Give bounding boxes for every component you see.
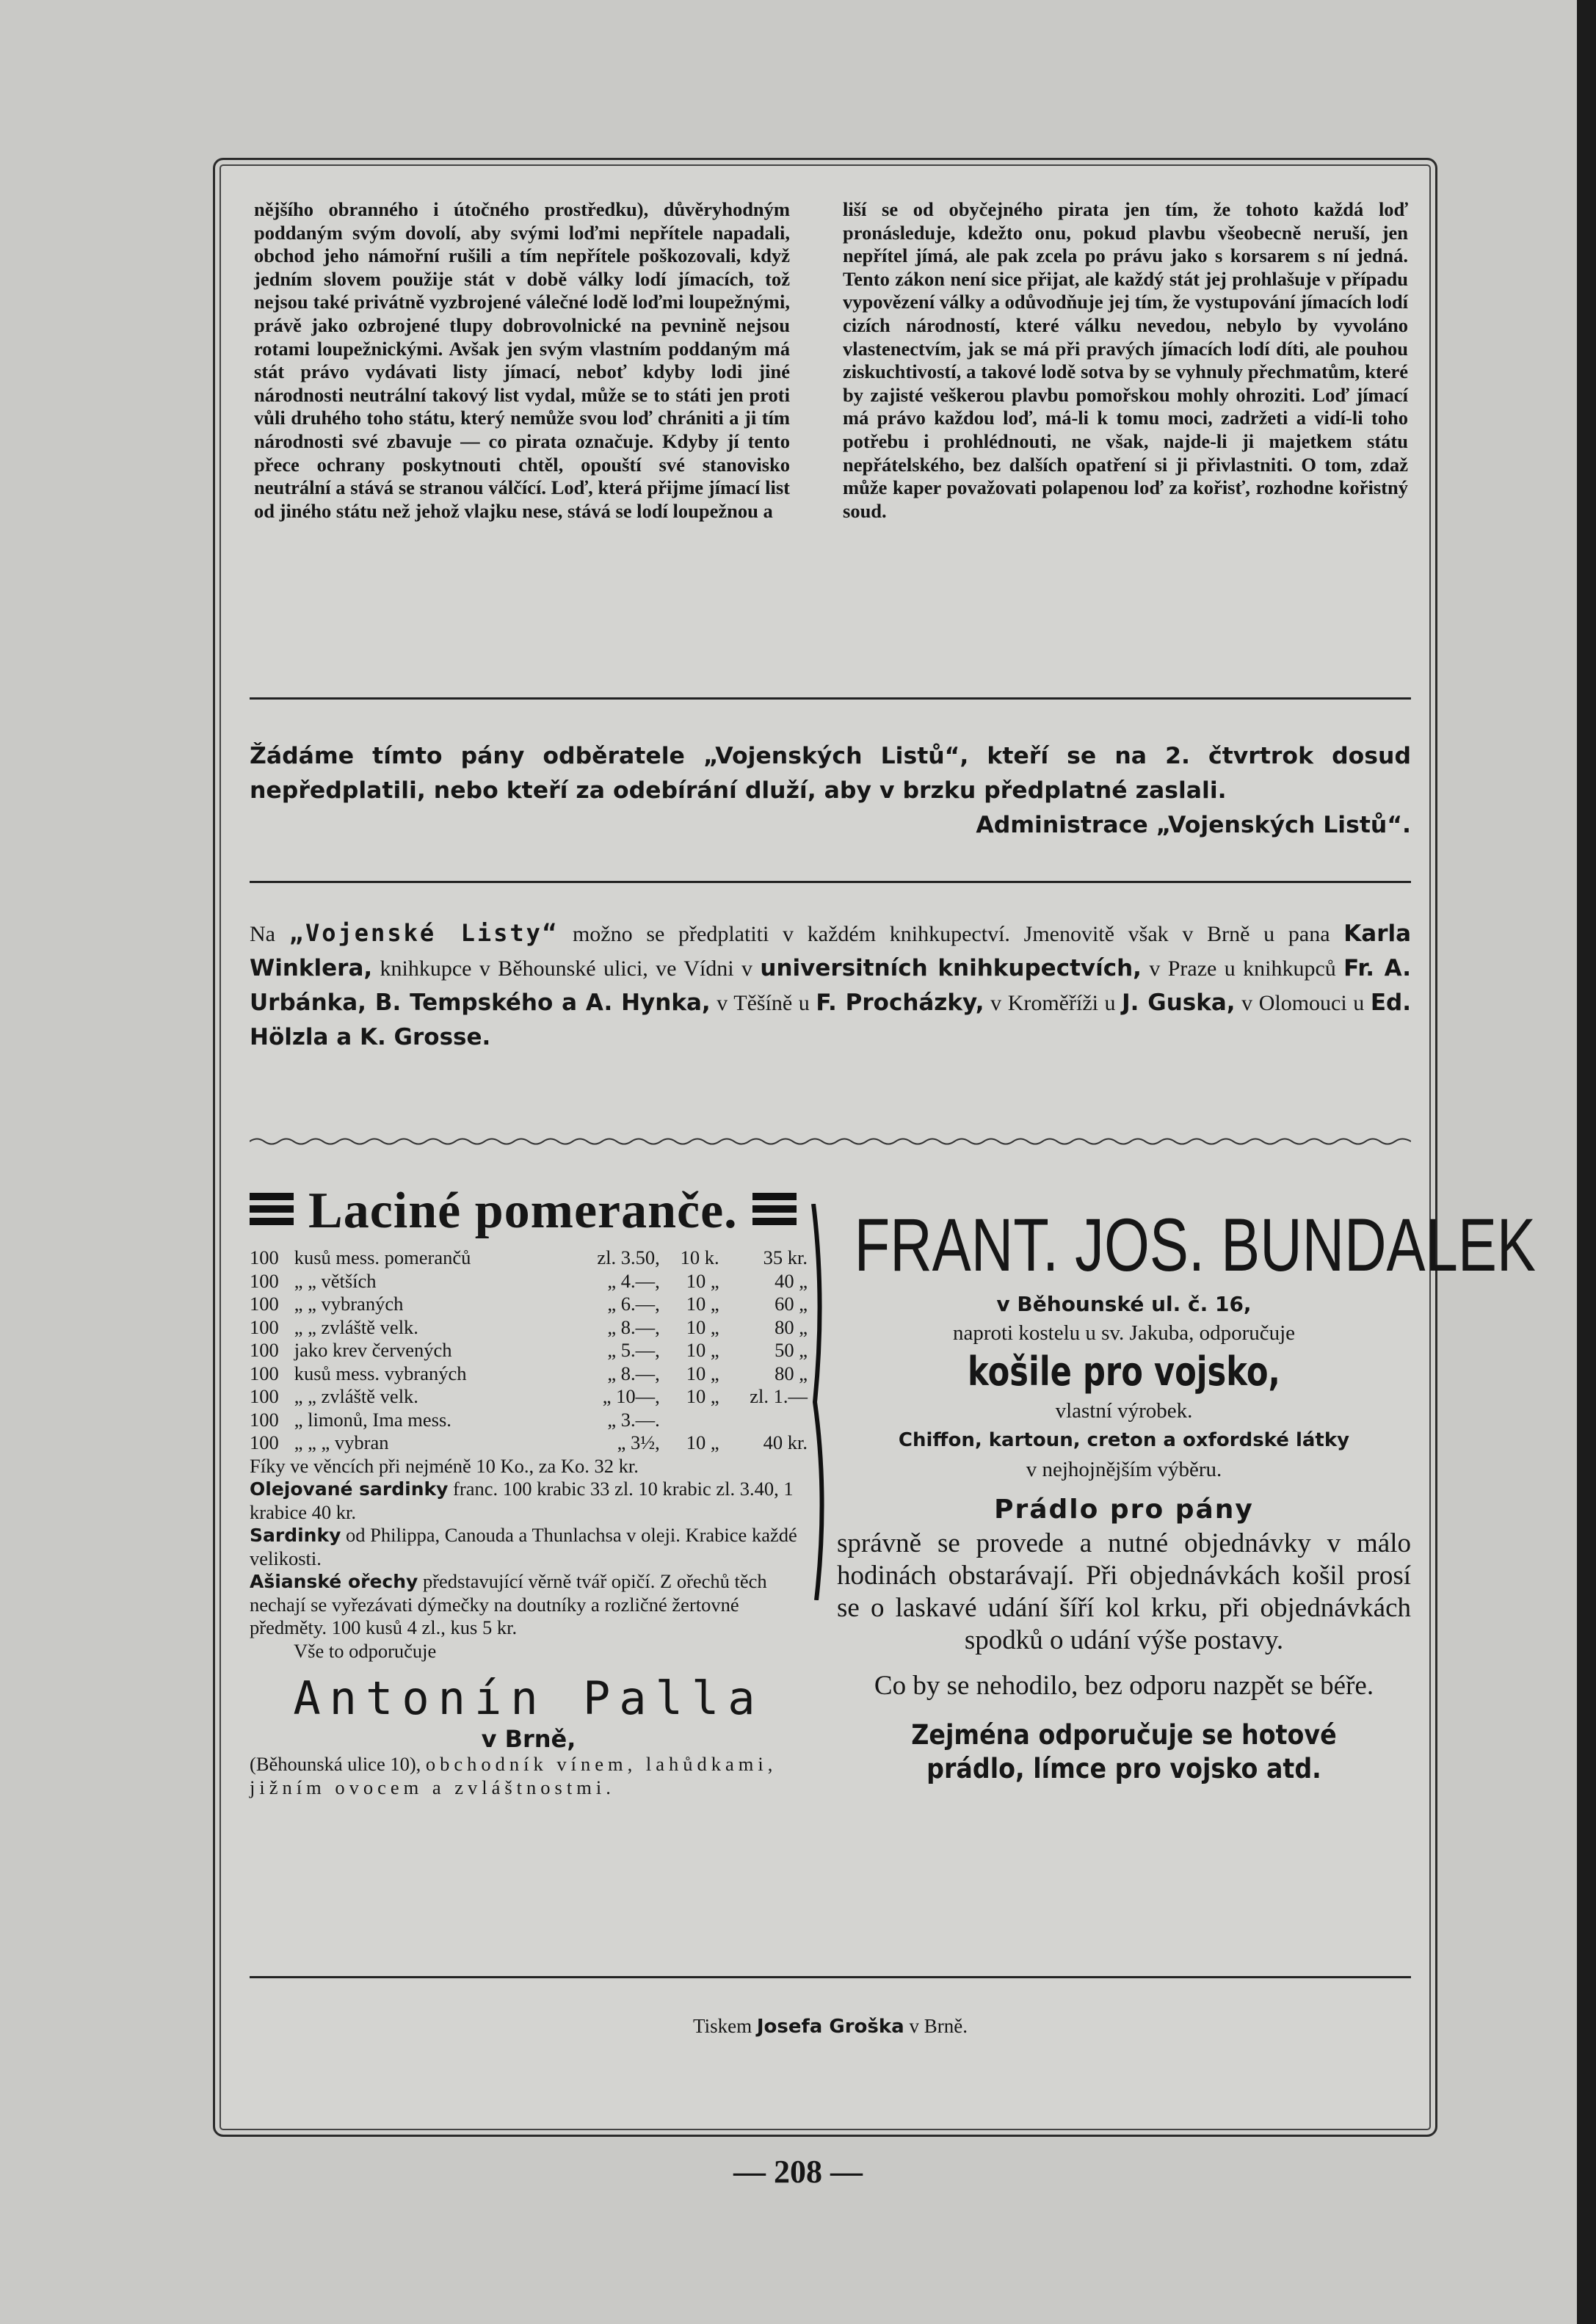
return-text: Co by se nehodilo, bez odporu nazpět se béře. [874, 1671, 1374, 1701]
ad-divider-bracket [810, 1204, 833, 1600]
price-cell: 10 „ [686, 1293, 719, 1315]
seller-trade: obchodník vínem, lahůdkami, jižním ovocem a zvláštnostmi. [250, 1753, 777, 1798]
bookseller-name: J. Guska, [1122, 989, 1236, 1016]
price-row [250, 1246, 808, 1270]
mens-linen-heading: Prádlo pro pány [994, 1495, 1254, 1525]
price-cell: 40 „ [775, 1269, 808, 1292]
price-row [250, 1385, 808, 1409]
price-cell: 80 „ [775, 1315, 808, 1338]
price-cell: 100 [250, 1339, 279, 1361]
orders-text: správně se provede a nutné objednávky v málo hodinách obstarávají. Při objednávkách košil prosí se o laskavé udání šíří kol krku, při objednávkách spodků o udání výše postavy. [837, 1528, 1411, 1655]
price-cell: „ 5.—, [607, 1339, 660, 1361]
price-cell: „ 8.—, [607, 1362, 660, 1384]
sardines2-line [250, 1524, 808, 1570]
shop-location: naproti kostelu u sv. Jakuba, odporučuje [952, 1321, 1296, 1345]
article-right-column [843, 198, 1408, 523]
article-left-column [254, 198, 790, 523]
price-cell: 35 kr. [763, 1246, 808, 1268]
printer-line [250, 1976, 1411, 2038]
price-cell: 10 „ [686, 1315, 719, 1338]
price-cell: 10 „ [686, 1339, 719, 1361]
oranges-ad-title [250, 1182, 808, 1241]
price-cell: „ 6.—, [607, 1293, 660, 1315]
price-cell: jako krev červených [294, 1339, 452, 1361]
sub-text: v Těšíně u [717, 991, 810, 1015]
price-cell: „ limonů, Ima mess. [294, 1408, 451, 1431]
price-cell: 100 [250, 1408, 279, 1431]
price-cell: 100 [250, 1362, 279, 1384]
printer-prefix: Tiskem [693, 2015, 752, 2037]
nuts-line [250, 1570, 808, 1640]
price-cell: „ „ „ vybran [294, 1431, 389, 1453]
price-row [250, 1431, 808, 1455]
price-cell: 40 kr. [763, 1431, 808, 1453]
recommend-line: Vše to odporučuje [294, 1639, 437, 1662]
sardines-text: franc. 100 krabic 33 zl. 10 krabic zl. 3.40, 1 krabice 40 kr. [250, 1478, 794, 1523]
nuts-text: představující věrně tvář opičí. Z ořechů těch nechají se vyřezávati dýmečky na doutníky a rozličné žertovné předměty. 100 kusů 4 zl., kus 5 kr. [250, 1570, 767, 1638]
shop-address: v Běhounské ul. č. 16, [996, 1292, 1252, 1316]
subscriber-notice [250, 739, 1411, 843]
article-left-text: nějšího obranného i útočného prostředku), důvěryhodným poddaným svým dovolí, aby svými loďmi nepřítele napadali, obchod jeho námořní rušili a tím nepřítele poškozovali, když jedním slovem použije stát v době války lodí jímacích, tož nejsou také privátně vyzbrojené válečné lodě loďmi loupežnými, právě jako ozbrojené tlupy dobrovolnické na pevnině nejsou rotami loupežnickými. Avšak jen svým vlastním poddaným má stát právo vydávati listy jímací, neboť kdyby lodi jiné národnosti neutrální takový list vydal, může se to státi jen proti vůli druhého toho státu, který nemůže svou loď chrániti a ji tím národnosti své zbavuje — co pirata označuje. Kdyby jí tento přece ochrany poskytnouti chtěl, opouští své stanovisko neutrální a stává se stranou válčící. Loď, která přijme jímací list od jiného státu než jehož vlajku nese, stává se lodí loupežnou a [254, 198, 790, 522]
notice-signature: Administrace „Vojenských Listů“. [976, 812, 1411, 838]
printer-suffix: v Brně. [909, 2015, 968, 2037]
scan-edge [1577, 0, 1596, 2324]
sub-text: možno se předplatiti v každém knihkupectví. Jmenovitě však v Brně u pana [572, 922, 1330, 946]
price-cell: 10 „ [686, 1362, 719, 1384]
price-cell: 60 „ [775, 1293, 808, 1315]
seller-address-line [250, 1753, 808, 1799]
price-cell: 100 [250, 1385, 279, 1407]
sub-text: v Praze u knihkupců [1149, 956, 1336, 981]
price-cell: 100 [250, 1246, 279, 1268]
brand-name: FRANT. JOS. BUNDALEK [854, 1203, 1537, 1287]
price-cell: „ „ vybraných [294, 1293, 404, 1315]
price-cell: 10 „ [686, 1385, 719, 1407]
page-number: — 208 — [733, 2154, 863, 2190]
price-cell: 100 [250, 1315, 279, 1338]
price-cell: „ 10—, [602, 1385, 660, 1407]
price-row [250, 1409, 808, 1432]
price-cell: zl. 1.— [750, 1385, 808, 1407]
price-cell: kusů mess. pomerančů [294, 1246, 471, 1268]
price-cell: „ 4.—, [607, 1269, 660, 1292]
divider-rule [250, 697, 1411, 700]
ornament-bars-icon [250, 1193, 294, 1230]
sub-text: v Olomouci u [1241, 991, 1365, 1015]
sardines-line [250, 1478, 808, 1524]
sardines2-text: od Philippa, Canouda a Thunlachsa v oleji. Krabice každé velikosti. [250, 1524, 797, 1569]
price-cell: „ „ zvláště velk. [294, 1315, 418, 1338]
bookseller-name: Ed. Hölzla a K. Grosse. [250, 989, 1412, 1050]
sardines2-label: Sardinky [250, 1525, 341, 1546]
own-product: vlastní výrobek. [1055, 1399, 1193, 1423]
shirts-headline: košile pro vojsko, [968, 1348, 1280, 1395]
price-cell: 80 „ [775, 1362, 808, 1384]
price-cell: kusů mess. vybraných [294, 1362, 467, 1384]
wavy-rule [250, 1136, 1411, 1147]
price-cell: „ 3½, [617, 1431, 660, 1453]
price-cell: 10 k. [680, 1246, 719, 1268]
journal-title: „Vojenské Listy“ [289, 919, 559, 947]
bookseller-name: Fr. A. Urbánka, B. Tempského a A. Hynka, [250, 955, 1412, 1016]
price-cell [719, 1409, 808, 1432]
price-row [250, 1293, 808, 1316]
subscription-info [250, 916, 1411, 1055]
nuts-label: Ašianské ořechy [250, 1571, 418, 1592]
price-cell: 10 „ [686, 1269, 719, 1292]
article-right-text: liší se od obyčejného pirata jen tím, že tohoto každá loď pronásleduje, kdežto onu, pokud plavbu všeobecně neruší, jen nepřítel jímá, ale pak zcela po právu jako s korsarem s ní jedná. Tento zákon není sice přijat, ale každý stát jej prohlašuje v případu vypovězení války a odůvodňuje jej tím, že vystupování jímacích lodí cizích národností, které válku nevedou, nebylo by vyvoláno vlastenectvím, jak se má při pravých jímacích lodí díti, ale pouhou ziskuchtivostí, a takové lodě sotva by se vyhnuly přechmatům, které by zajisté veškerou plavbu pomořskou mohly ohroziti. Loď jímací má právo každou loď, má-li k tomu moci, zadržeti a vidí-li toho potřebu i prohlédnouti, ne však, najde-li ji majetkem státu nepřátelského, bez dalších opatření si ji přivlastniti. O tom, zdaž může kaper považovati polapenou loď za kořisť, rozhodne kořistný soud. [843, 198, 1408, 522]
figs-line: Fíky ve věncích při nejméně 10 Ko., za Ko. 32 kr. [250, 1454, 639, 1477]
final-recommendation: Zejména odporučuje se hotové prádlo, límce pro vojsko atd. [911, 1719, 1337, 1784]
bookseller-name: F. Procházky, [816, 989, 984, 1016]
seller-name: Antonín Palla [293, 1671, 764, 1725]
price-cell [660, 1409, 719, 1432]
oranges-title-text: Laciné pomeranče. [308, 1183, 738, 1239]
price-row [250, 1316, 808, 1340]
price-table [250, 1246, 808, 1455]
choice-line: v nejhojnějším výběru. [1026, 1458, 1222, 1481]
divider-rule [250, 881, 1411, 883]
price-cell: 100 [250, 1293, 279, 1315]
sardines-label: Olejované sardinky [250, 1478, 449, 1500]
price-cell: „ 3.—. [607, 1408, 660, 1431]
sub-intro: Na [250, 922, 275, 946]
fabrics-line: Chiffon, kartoun, creton a oxfordské látky [898, 1429, 1350, 1451]
price-cell: „ „ zvláště velk. [294, 1385, 418, 1407]
price-row [250, 1339, 808, 1362]
price-cell: 100 [250, 1431, 279, 1453]
price-cell: zl. 3.50, [597, 1246, 660, 1268]
printer-name: Josefa Groška [756, 2016, 904, 2038]
price-row [250, 1270, 808, 1293]
bookseller-name: Karla Winklera, [250, 920, 1412, 981]
notice-text: Žádáme tímto pány odběratele „Vojenských Listů“, kteří se na 2. čtvrtrok dosud nepředplatili, nebo kteří za odebírání dluží, aby v brzku předplatné zaslali. [250, 743, 1411, 804]
sub-text: knihkupce v Běhounské ulici, ve Vídni v [380, 956, 753, 981]
oranges-advertisement [250, 1182, 808, 1799]
price-cell: „ „ větších [294, 1269, 377, 1292]
seller-address: (Běhounská ulice 10), [250, 1753, 421, 1775]
price-cell: 50 „ [775, 1339, 808, 1361]
price-cell: „ 8.—, [607, 1315, 660, 1338]
ornament-bars-icon [752, 1193, 797, 1230]
sub-text: v Kroměříži u [990, 991, 1116, 1015]
seller-city: v Brně, [481, 1725, 576, 1753]
price-cell: 10 „ [686, 1431, 719, 1453]
bookseller-name: universitních knihkupectvích, [760, 955, 1142, 981]
price-cell: 100 [250, 1269, 279, 1292]
price-row [250, 1362, 808, 1386]
bundalek-advertisement [837, 1203, 1537, 1786]
